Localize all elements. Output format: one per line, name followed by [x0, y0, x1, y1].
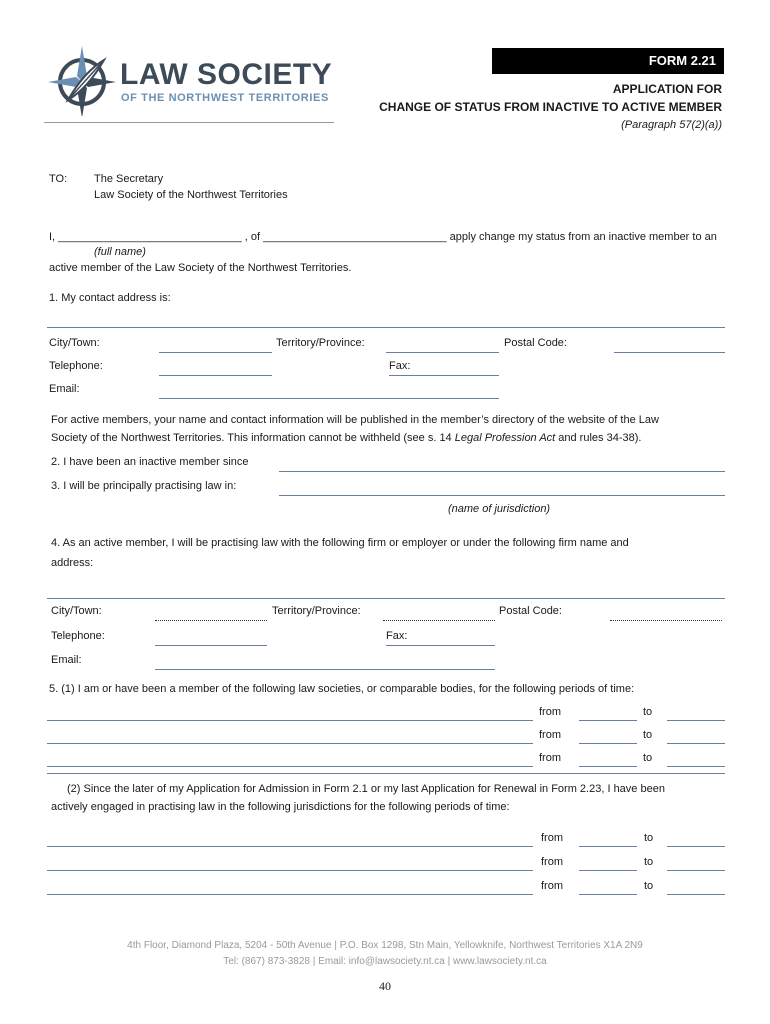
logo-divider: [44, 122, 334, 123]
notice-act-name: Legal Profession Act: [454, 432, 556, 444]
email-field[interactable]: [159, 398, 499, 399]
to-field-6[interactable]: [667, 894, 725, 895]
statement-line2: active member of the Law Society of the Northwest Territories.: [49, 262, 352, 274]
jurisdiction-field[interactable]: [279, 495, 725, 496]
section5-1-label: 5. (1) I am or have been a member of the following law societies, or comparable bodies, for the following periods of time:: [49, 683, 635, 695]
firm-fax-field[interactable]: [386, 645, 495, 646]
province-label: Territory/Province:: [276, 337, 365, 349]
telephone-label: Telephone:: [49, 360, 103, 372]
jurisdiction-row-field-1[interactable]: [47, 846, 533, 847]
section1-title: 1. My contact address is:: [49, 292, 171, 304]
from-field-1[interactable]: [579, 720, 637, 721]
title-line1: APPLICATION FOR: [612, 82, 722, 96]
firm-province-field[interactable]: [383, 620, 495, 621]
fax-field[interactable]: [389, 375, 499, 376]
notice-line2-b: and rules 34-38).: [555, 432, 642, 444]
from-label: from: [541, 880, 563, 892]
firm-postal-label: Postal Code:: [499, 605, 562, 617]
firm-postal-field[interactable]: [610, 620, 722, 621]
from-field-4[interactable]: [579, 846, 637, 847]
email-label: Email:: [49, 383, 80, 395]
from-field-3[interactable]: [579, 766, 637, 767]
to-label: to: [643, 729, 653, 741]
to-field-1[interactable]: [667, 720, 725, 721]
section4-line2: address:: [51, 557, 94, 569]
contact-address-line[interactable]: [47, 327, 725, 328]
city-field[interactable]: [159, 352, 272, 353]
society-field-3[interactable]: [47, 766, 533, 767]
to-label: to: [643, 706, 653, 718]
firm-address-line[interactable]: [47, 598, 725, 599]
footer-contact: Tel: (867) 873-3828 | Email: info@lawsociety.nt.ca | www.lawsociety.nt.ca: [223, 956, 547, 967]
to-field-4[interactable]: [667, 846, 725, 847]
to-label: TO:: [49, 173, 68, 185]
from-label: from: [539, 706, 561, 718]
firm-province-label: Territory/Province:: [272, 605, 361, 617]
notice-line2: [51, 432, 641, 444]
society-field-2[interactable]: [47, 743, 533, 744]
to-field-3[interactable]: [667, 766, 725, 767]
from-field-2[interactable]: [579, 743, 637, 744]
from-label: from: [541, 856, 563, 868]
to-line2: Law Society of the Northwest Territories: [94, 189, 288, 201]
section5-2-line2: actively engaged in practising law in the following jurisdictions for the following periods of time:: [51, 801, 510, 813]
section5-2-line1: (2) Since the later of my Application for Admission in Form 2.1 or my last Application for Renewal in Form 2.23, I have been: [67, 783, 665, 795]
firm-email-field[interactable]: [155, 669, 495, 670]
firm-city-field[interactable]: [155, 620, 267, 621]
section2-label: 2. I have been an inactive member since: [51, 456, 249, 468]
fax-label: Fax:: [389, 360, 411, 372]
from-label: from: [539, 729, 561, 741]
paragraph-ref: (Paragraph 57(2)(a)): [621, 119, 722, 131]
firm-city-label: City/Town:: [51, 605, 102, 617]
notice-line1: For active members, your name and contact information will be published in the member’s directory of the website of the Law: [51, 414, 659, 426]
province-field[interactable]: [386, 352, 499, 353]
to-field-2[interactable]: [667, 743, 725, 744]
jurisdiction-hint: (name of jurisdiction): [448, 503, 551, 515]
jurisdiction-row-field-2[interactable]: [47, 870, 533, 871]
inactive-since-field[interactable]: [279, 471, 725, 472]
footer-address: 4th Floor, Diamond Plaza, 5204 - 50th Avenue | P.O. Box 1298, Stn Main, Yellowknife, Northwest Territories X1A 2N9: [127, 940, 643, 951]
to-field-5[interactable]: [667, 870, 725, 871]
to-label: to: [643, 752, 653, 764]
statement-text: I, ______________________________ , of ______________________________ apply change my status from an inactive member to an: [49, 231, 717, 243]
telephone-field[interactable]: [159, 375, 272, 376]
compass-feather-icon: [44, 44, 116, 116]
to-label: to: [644, 880, 654, 892]
society-field-1[interactable]: [47, 720, 533, 721]
section-divider: [47, 773, 725, 774]
logo-subtitle: OF THE NORTHWEST TERRITORIES: [121, 92, 329, 104]
to-label: to: [644, 832, 654, 844]
firm-fax-label: Fax:: [386, 630, 408, 642]
title-line2: CHANGE OF STATUS FROM INACTIVE TO ACTIVE MEMBER: [379, 100, 722, 114]
form-number-badge: FORM 2.21: [492, 48, 724, 74]
from-label: from: [541, 832, 563, 844]
logo-name: LAW SOCIETY: [120, 58, 333, 91]
page-number: 40: [379, 979, 391, 993]
from-label: from: [539, 752, 561, 764]
postal-label: Postal Code:: [504, 337, 567, 349]
firm-email-label: Email:: [51, 654, 82, 666]
postal-field[interactable]: [614, 352, 725, 353]
section3-label: 3. I will be principally practising law in:: [51, 480, 237, 492]
city-label: City/Town:: [49, 337, 100, 349]
logo: [44, 44, 334, 124]
firm-telephone-label: Telephone:: [51, 630, 105, 642]
notice-line2-a: Society of the Northwest Territories. This information cannot be withheld (see s. 14: [51, 432, 455, 444]
full-name-hint: (full name): [94, 246, 146, 258]
firm-telephone-field[interactable]: [155, 645, 267, 646]
to-label: to: [644, 856, 654, 868]
jurisdiction-row-field-3[interactable]: [47, 894, 533, 895]
from-field-5[interactable]: [579, 870, 637, 871]
to-line1: The Secretary: [94, 173, 164, 185]
section4-line1: 4. As an active member, I will be practising law with the following firm or employer or under the following firm name and: [51, 537, 629, 549]
from-field-6[interactable]: [579, 894, 637, 895]
